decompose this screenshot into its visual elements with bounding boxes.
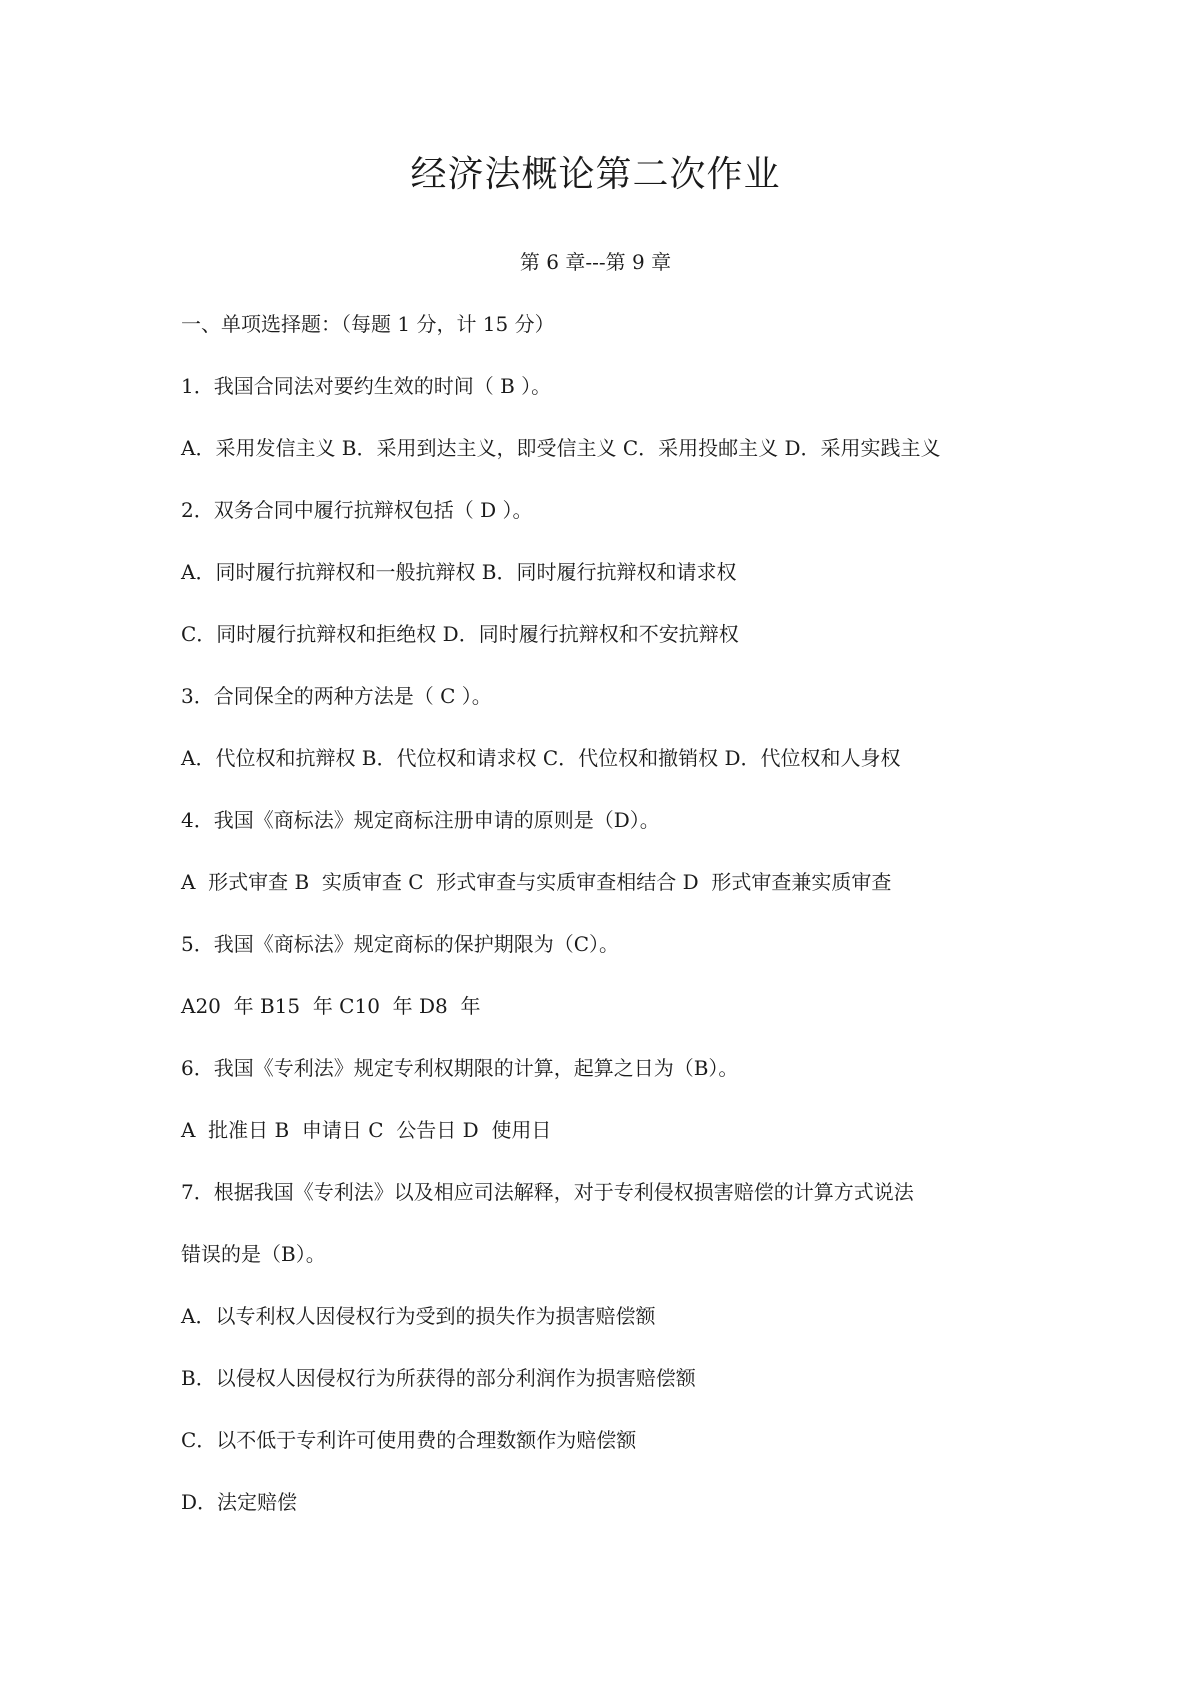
question-7-option-a: A．以专利权人因侵权行为受到的损失作为损害赔偿额	[181, 1304, 656, 1328]
question-6-options: A 批准日 B 申请日 C 公告日 D 使用日	[181, 1118, 552, 1142]
question-7-option-b: B．以侵权人因侵权行为所获得的部分利润作为损害赔偿额	[181, 1366, 696, 1390]
question-7-option-d: D．法定赔偿	[181, 1490, 298, 1514]
question-2: 2．双务合同中履行抗辩权包括（ D ）。	[181, 498, 533, 522]
question-7-continued: 错误的是（B）。	[181, 1242, 326, 1266]
question-7-option-c: C．以不低于专利许可使用费的合理数额作为赔偿额	[181, 1428, 637, 1452]
question-7: 7．根据我国《专利法》以及相应司法解释，对于专利侵权损害赔偿的计算方式说法	[181, 1180, 914, 1204]
document-title: 经济法概论第二次作业	[410, 154, 781, 195]
question-6: 6．我国《专利法》规定专利权期限的计算，起算之日为（B）。	[181, 1056, 739, 1080]
question-2-options-cd: C．同时履行抗辩权和拒绝权 D．同时履行抗辩权和不安抗辩权	[181, 622, 739, 646]
question-5: 5．我国《商标法》规定商标的保护期限为（C）。	[181, 932, 620, 956]
question-3: 3．合同保全的两种方法是（ C ）。	[181, 684, 492, 708]
question-3-options: A．代位权和抗辩权 B．代位权和请求权 C．代位权和撤销权 D．代位权和人身权	[181, 746, 901, 770]
document-body	[181, 309, 1141, 1549]
question-4-options: A 形式审查 B 实质审查 C 形式审查与实质审查相结合 D 形式审查兼实质审查	[181, 870, 892, 894]
section-heading-single-choice: 一、单项选择题：（每题 1 分，计 15 分）	[181, 312, 555, 336]
question-4: 4．我国《商标法》规定商标注册申请的原则是（D）。	[181, 808, 660, 832]
question-2-options-ab: A．同时履行抗辩权和一般抗辩权 B．同时履行抗辩权和请求权	[181, 560, 737, 584]
question-1-options: A．采用发信主义 B．采用到达主义，即受信主义 C．采用投邮主义 D．采用实践主义	[181, 436, 941, 460]
question-5-options: A20 年 B15 年 C10 年 D8 年	[181, 994, 481, 1018]
chapter-range-subtitle: 第 6 章---第 9 章	[519, 250, 672, 274]
question-1: 1．我国合同法对要约生效的时间（ B ）。	[181, 374, 552, 398]
